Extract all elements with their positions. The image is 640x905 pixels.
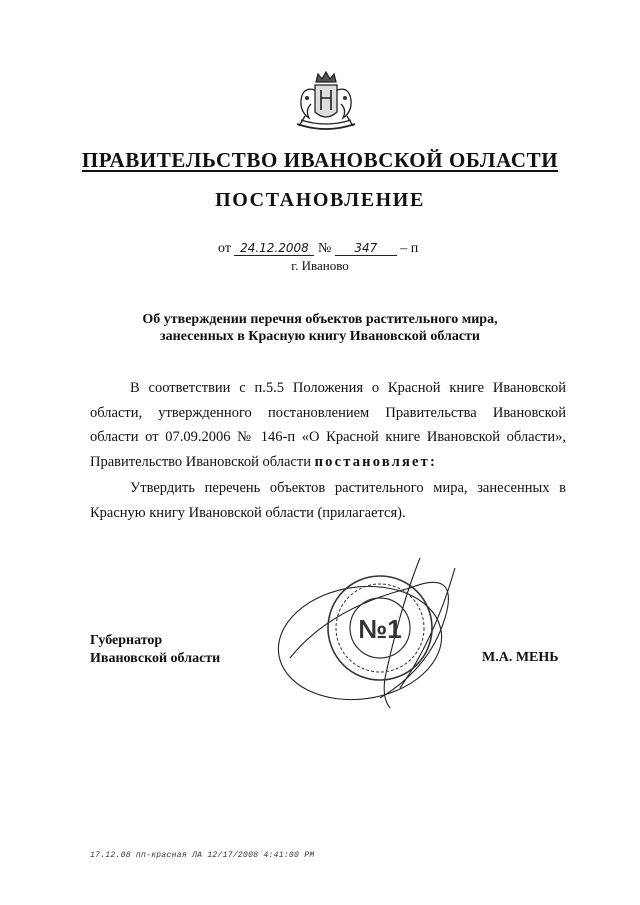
seal-number: №1 bbox=[358, 614, 402, 644]
subject-line-1: Об утверждении перечня объектов растительного мира, bbox=[142, 312, 498, 327]
signatory-position bbox=[90, 632, 220, 668]
body-paragraph-2 bbox=[90, 476, 566, 525]
number-suffix: – п bbox=[400, 241, 419, 256]
paragraph-2-text: Утвердить перечень объектов растительного мира, занесенных в Красную книгу Ивановской области (прилагается). bbox=[90, 480, 566, 521]
document-subject bbox=[0, 311, 640, 345]
issue-city: г. Иваново bbox=[291, 258, 349, 273]
from-label: от bbox=[218, 241, 231, 256]
signatory-name: М.А. МЕНЬ bbox=[482, 650, 559, 665]
coat-of-arms-emblem bbox=[291, 68, 361, 136]
paragraph-1-text: В соответствии с п.5.5 Положения о Красной книге Ивановской области, утвержденного постановлением Правительства Ивановской области от 07.09.2006 № 146-п «О Красной книге Ивановской области», Правительство Ивановской области bbox=[90, 380, 566, 470]
government-title: ПРАВИТЕЛЬСТВО ИВАНОВСКОЙ ОБЛАСТИ bbox=[81, 148, 559, 172]
footer-metadata: 17.12.08 пп-красная ЛА 12/17/2008 4:41:00 PM bbox=[90, 851, 315, 860]
official-seal-and-signature bbox=[270, 548, 490, 718]
body-paragraph-1 bbox=[90, 376, 566, 474]
signatory-post-line-1: Губернатор bbox=[90, 633, 163, 648]
issue-date: 24.12.2008 bbox=[234, 241, 314, 256]
subject-line-2: занесенных в Красную книгу Ивановской области bbox=[160, 329, 480, 344]
document-type-title: ПОСТАНОВЛЕНИЕ bbox=[215, 189, 425, 211]
decree-word: постановляет: bbox=[314, 453, 438, 470]
issue-number: 347 bbox=[335, 241, 397, 256]
number-label: № bbox=[317, 241, 332, 256]
signatory-post-line-2: Ивановской области bbox=[90, 651, 221, 666]
issue-line bbox=[218, 241, 418, 257]
